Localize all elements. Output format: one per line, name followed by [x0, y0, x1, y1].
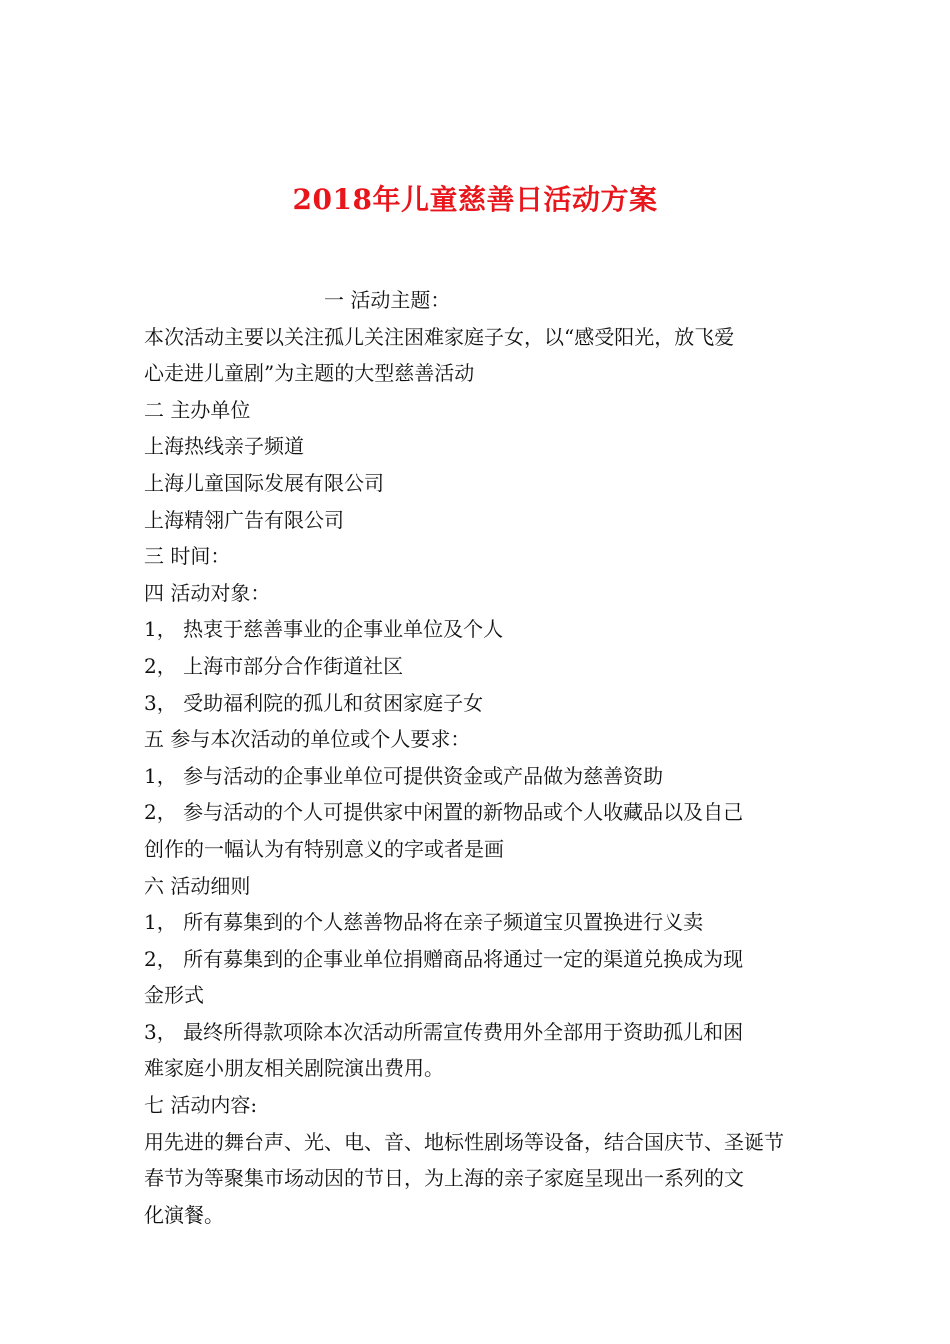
list-item: 3， 受助福利院的孤儿和贫困家庭子女	[144, 690, 484, 715]
list-item: 2， 上海市部分合作街道社区	[144, 653, 404, 678]
paragraph-line: 心走进儿童剧”为主题的大型慈善活动	[144, 361, 475, 386]
list-item: 3， 最终所得款项除本次活动所需宣传费用外全部用于资助孤儿和困	[144, 1019, 744, 1044]
list-item: 1， 参与活动的企事业单位可提供资金或产品做为慈善资助	[144, 763, 664, 788]
section-heading-organizers: 二 主办单位	[144, 397, 251, 422]
organizer-item: 上海热线亲子频道	[144, 434, 304, 459]
list-item: 2， 参与活动的个人可提供家中闲置的新物品或个人收藏品以及自己	[144, 800, 744, 825]
paragraph-line: 本次活动主要以关注孤儿关注困难家庭子女，以“感受阳光，放飞爱	[144, 324, 735, 349]
paragraph-line: 春节为等聚集市场动因的节日，为上海的亲子家庭呈现出一系列的文	[144, 1166, 744, 1191]
section-heading-time: 三 时间：	[144, 544, 231, 569]
paragraph-line: 用先进的舞台声、光、电、音、地标性剧场等设备，结合国庆节、圣诞节	[144, 1129, 784, 1154]
section-heading-theme: 一 活动主题：	[324, 288, 451, 312]
section-heading-rules: 六 活动细则	[144, 873, 251, 898]
list-item-continuation: 创作的一幅认为有特别意义的字或者是画	[144, 836, 504, 861]
list-item: 1， 热衷于慈善事业的企事业单位及个人	[144, 617, 504, 642]
section-heading-targets: 四 活动对象：	[144, 580, 271, 605]
list-item-continuation: 难家庭小朋友相关剧院演出费用。	[144, 1056, 444, 1081]
paragraph-line: 化演餐。	[144, 1202, 224, 1227]
organizer-item: 上海儿童国际发展有限公司	[144, 470, 384, 495]
document-body	[144, 282, 814, 1233]
list-item-continuation: 金形式	[144, 983, 204, 1008]
list-item: 1， 所有募集到的个人慈善物品将在亲子频道宝贝置换进行义卖	[144, 910, 704, 935]
organizer-item: 上海精翎广告有限公司	[144, 507, 344, 532]
section-heading-content: 七 活动内容:	[144, 1093, 258, 1118]
list-item: 2， 所有募集到的企事业单位捐赠商品将通过一定的渠道兑换成为现	[144, 946, 744, 971]
section-heading-requirements: 五 参与本次活动的单位或个人要求：	[144, 727, 471, 752]
document-title: 2018年儿童慈善日活动方案	[292, 183, 658, 216]
